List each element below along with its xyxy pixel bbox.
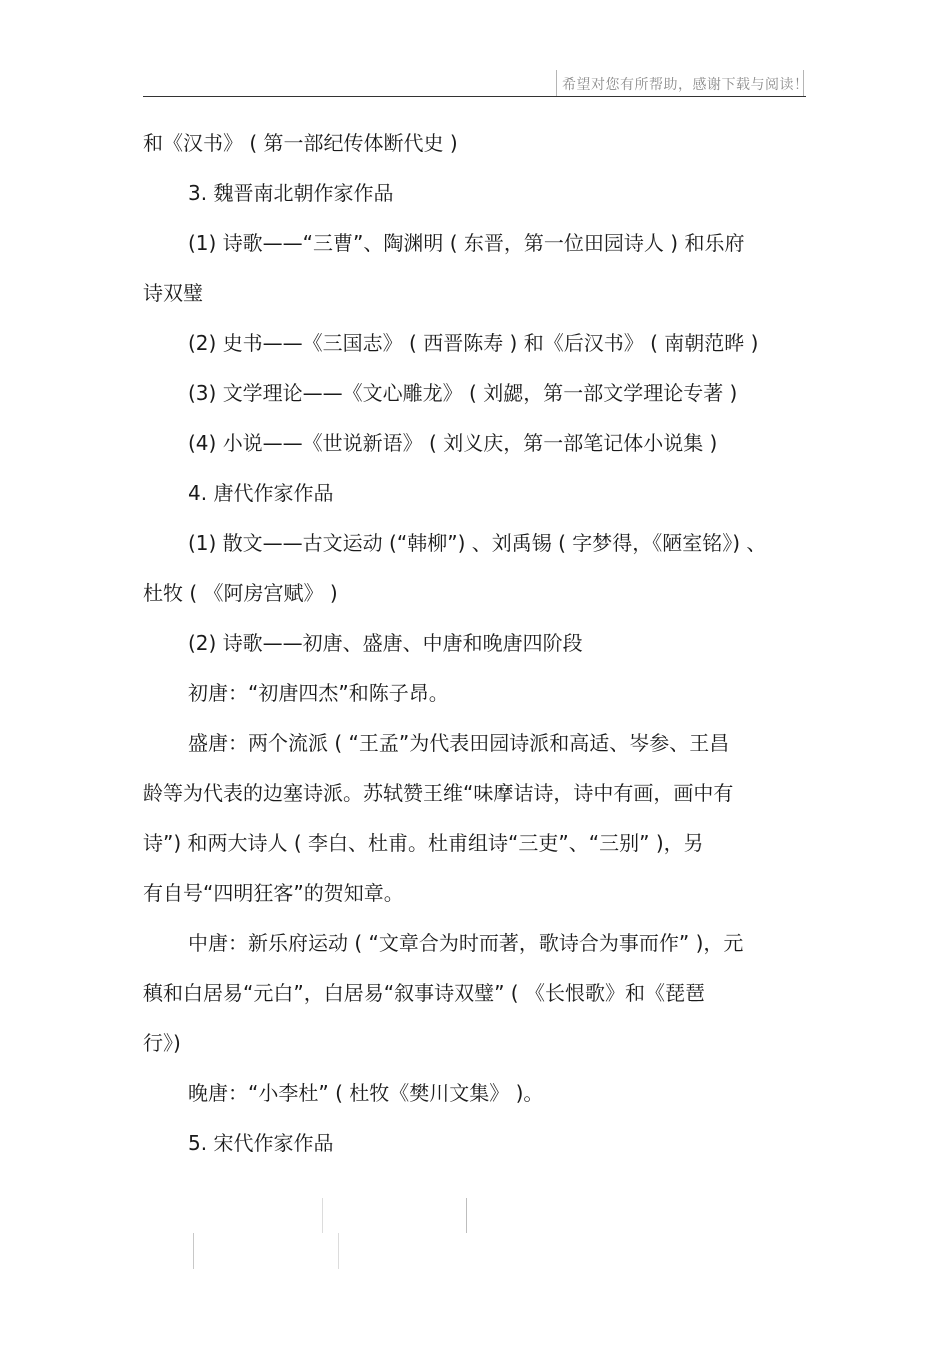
text-line: (2) 史书——《三国志》 ( 西晋陈寿 ) 和《后汉书》 ( 南朝范晔 ) [188, 331, 759, 355]
text-line: 4. 唐代作家作品 [188, 481, 334, 505]
header-rule [143, 96, 806, 97]
table-border-fragment [322, 1198, 323, 1233]
text-line: 行》) [143, 1031, 181, 1055]
text-line: (4) 小说——《世说新语》 ( 刘义庆，第一部笔记体小说集 ) [188, 431, 718, 455]
text-line: 诗双璧 [143, 281, 203, 305]
text-line: 晚唐：“小李杜” ( 杜牧《樊川文集》 )。 [188, 1081, 544, 1105]
text-line: 龄等为代表的边塞诗派。苏轼赞王维“味摩诘诗，诗中有画，画中有 [143, 781, 734, 805]
document-body [143, 118, 808, 1168]
text-line: (2) 诗歌——初唐、盛唐、中唐和晚唐四阶段 [188, 631, 583, 655]
text-line: 杜牧 ( 《阿房宫赋》 ) [143, 581, 338, 605]
text-line: 稹和白居易“元白”，白居易“叙事诗双璧” ( 《长恨歌》和《琵琶 [143, 981, 705, 1005]
text-line: (3) 文学理论——《文心雕龙》 ( 刘勰，第一部文学理论专著 ) [188, 381, 738, 405]
text-line: 3. 魏晋南北朝作家作品 [188, 181, 394, 205]
table-border-fragment [466, 1198, 467, 1233]
text-line: 和《汉书》 ( 第一部纪传体断代史 ) [143, 131, 458, 155]
text-line: (1) 诗歌——“三曹”、陶渊明 ( 东晋，第一位田园诗人 ) 和乐府 [188, 231, 745, 255]
table-border-fragment [338, 1233, 339, 1269]
table-border-fragment [193, 1233, 194, 1269]
header-text: 希望对您有所帮助，感谢下载与阅读！ [562, 77, 809, 93]
text-line: 5. 宋代作家作品 [188, 1131, 334, 1155]
text-line: 初唐：“初唐四杰”和陈子昂。 [188, 681, 449, 705]
text-line: 诗”) 和两大诗人 ( 李白、杜甫。杜甫组诗“三吏”、“三别” )，另 [143, 831, 704, 855]
text-line: 中唐：新乐府运动 ( “文章合为时而著，歌诗合为事而作” )，元 [188, 931, 744, 955]
text-line: 盛唐：两个流派 ( “王孟”为代表田园诗派和高适、岑参、王昌 [188, 731, 730, 755]
text-line: 有自号“四明狂客”的贺知章。 [143, 881, 404, 905]
text-line: (1) 散文——古文运动 (“韩柳”) 、刘禹锡 ( 字梦得，《陋室铭》) 、 [188, 531, 767, 555]
